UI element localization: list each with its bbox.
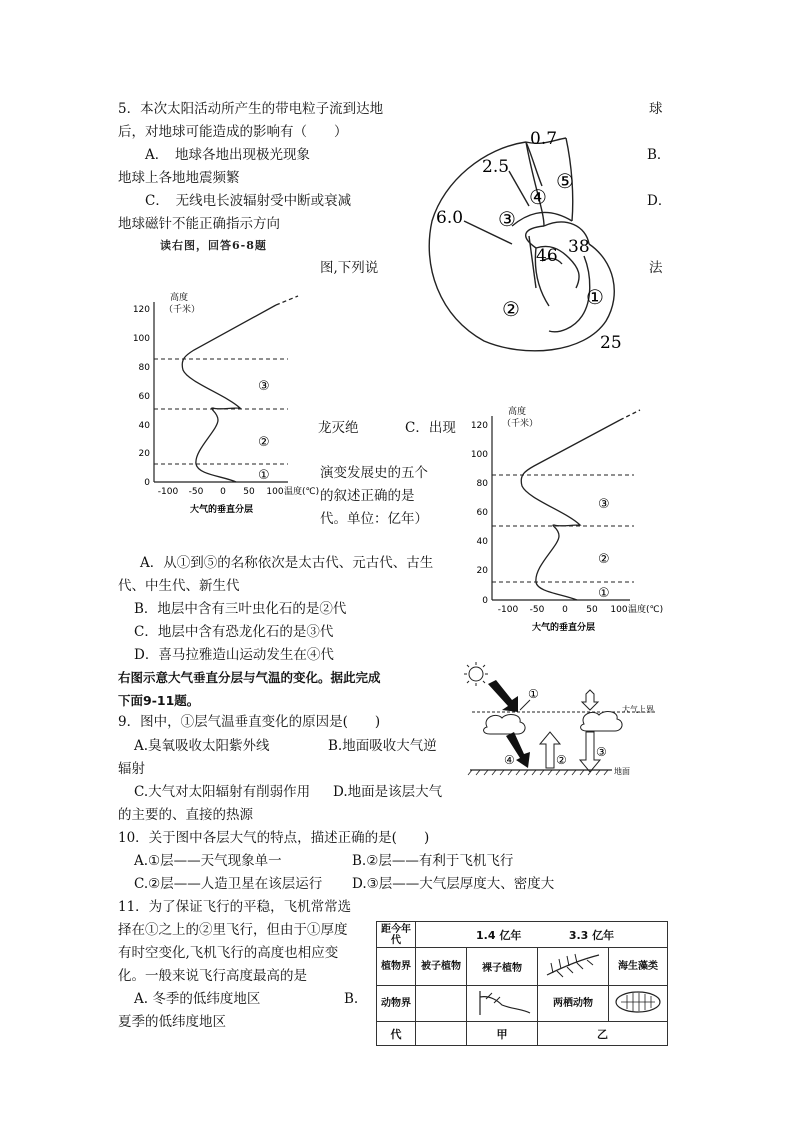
- layer-label-1: ①: [598, 586, 610, 601]
- chart-xlabel: 温度(℃): [284, 487, 320, 497]
- xtick-0: 0: [562, 605, 568, 615]
- top-of-atmosphere-label: 大气上界: [622, 705, 654, 714]
- label-3: ③: [596, 745, 607, 759]
- q5-stem-line1: [118, 99, 383, 119]
- header-age-label: 距今年代: [377, 922, 416, 948]
- q5-option-b-head: B．: [647, 147, 671, 163]
- fern-cell: [538, 948, 609, 986]
- era-label-4: ④: [529, 185, 547, 209]
- xtick-50: 50: [586, 605, 598, 615]
- q5-stem-line2: 后，对地球可能造成的影响有（ ）: [118, 124, 348, 140]
- q9-option-d-cont: 的主要的、直接的热源: [118, 807, 253, 823]
- q9-stem: 9．图中，①层气温垂直变化的原因是( ): [118, 714, 381, 730]
- label-1: ①: [528, 687, 539, 701]
- animal-kingdom-label: 动物界: [377, 986, 416, 1022]
- ytick-80: 80: [138, 363, 150, 373]
- q10-option-a: A.①层——天气现象单一: [134, 853, 282, 869]
- chart-xlabel: 温度(℃): [628, 605, 664, 615]
- q10-option-b: B.②层——有利于飞机飞行: [352, 853, 514, 869]
- era-empty-cell: [416, 1022, 467, 1046]
- fragment-unit: 代。单位：亿年）: [320, 511, 428, 527]
- atmosphere-chart-right: [462, 404, 672, 634]
- q11-option-b-head: B.: [344, 991, 359, 1007]
- q8-option-d: D．喜马拉雅造山运动发生在④代: [134, 647, 334, 663]
- ytick-0: 0: [482, 596, 488, 606]
- q9-option-b: B.地面吸收大气逆: [328, 738, 437, 754]
- chart-ylabel: 高度: [508, 407, 527, 417]
- animal-empty-cell: [416, 986, 467, 1022]
- layer-label-2: ②: [598, 552, 610, 567]
- fragment-option-c: C．出现: [405, 420, 456, 436]
- q9-option-b-cont: 辐射: [118, 761, 145, 777]
- xtick-neg100: -100: [157, 487, 179, 497]
- age-label-0-7: 0.7: [530, 129, 558, 149]
- q5-stem: 5．本次太阳活动所产生的带电粒子流到达地: [118, 101, 384, 117]
- chart-ylabel: 高度: [170, 293, 189, 303]
- q11-option-a: A. 冬季的低纬度地区: [134, 991, 261, 1007]
- ytick-0: 0: [144, 478, 150, 488]
- fragment-evolve: 演变发展史的五个: [320, 465, 428, 481]
- fragment-correct: 的叙述正确的是: [320, 488, 415, 504]
- xtick-0: 0: [220, 487, 226, 497]
- ytick-60: 60: [138, 392, 150, 402]
- ytick-120: 120: [470, 421, 488, 431]
- q9-option-c: C.大气对太阳辐射有削弱作用: [134, 784, 311, 800]
- layer-label-2: ②: [258, 435, 270, 450]
- xtick-neg50: -50: [529, 605, 545, 615]
- layer-label-1: ①: [258, 468, 270, 483]
- q5-stem-tail: 球: [649, 101, 663, 117]
- label-2: ②: [556, 753, 567, 767]
- q5-option-d-head: D．: [647, 193, 672, 209]
- label-4: ④: [504, 753, 515, 767]
- age-label-38: 38: [568, 237, 590, 257]
- ytick-100: 100: [132, 334, 150, 344]
- xtick-neg50: -50: [188, 487, 204, 497]
- xtick-100: 100: [266, 487, 284, 497]
- q5-option-a: A． 地球各地出现极光现象: [145, 147, 310, 163]
- gymnosperm-cell: 裸子植物: [467, 948, 538, 986]
- reptile-cell: [467, 986, 538, 1022]
- era-label-3: ③: [498, 207, 516, 231]
- atmosphere-heating-diagram: [462, 662, 672, 782]
- ytick-20: 20: [476, 566, 488, 576]
- chart-caption: 大气的垂直分层: [190, 505, 254, 515]
- era-label: 代: [377, 1022, 416, 1046]
- atmosphere-chart-left: [128, 290, 328, 515]
- layer-label-3: ③: [258, 379, 270, 394]
- plant-kingdom-label: 植物界: [377, 948, 416, 986]
- q5-option-b-body: 地球上各地地震频繁: [118, 170, 240, 186]
- q11-stem-line2: 择在①之上的②里飞行，但由于①厚度: [118, 922, 348, 938]
- ytick-40: 40: [138, 421, 150, 431]
- era-label-5: ⑤: [556, 169, 574, 193]
- age-label-6-0: 6.0: [436, 208, 464, 228]
- marine-algae-cell: 海生藻类: [609, 948, 668, 986]
- q11-stem-line1: 11．为了保证飞行的平稳，飞机常常选: [118, 899, 352, 915]
- q10-option-c: C.②层——人造卫星在该层运行: [134, 876, 323, 892]
- angiosperm-cell: 被子植物: [416, 948, 467, 986]
- q10-stem: 10．关于图中各层大气的特点，描述正确的是( ): [118, 830, 430, 846]
- q5-option-d-body: 地球磁针不能正确指示方向: [118, 216, 280, 232]
- dinosaur-icon: [472, 987, 532, 1017]
- q8-option-b: B．地层中含有三叶虫化石的是②代: [134, 601, 347, 617]
- q9-option-d: D.地面是该层大气: [333, 784, 443, 800]
- age-label-2-5: 2.5: [482, 157, 510, 177]
- xtick-50: 50: [243, 487, 255, 497]
- era-label-2: ②: [502, 297, 520, 321]
- q8-option-a-line1: A．从①到⑤的名称依次是太古代、元古代、古生: [140, 555, 434, 571]
- evolution-table: [376, 921, 668, 1046]
- chart-yunit: （千米）: [502, 419, 539, 429]
- xtick-neg100: -100: [497, 605, 519, 615]
- age-3-3: 3.3 亿年: [568, 928, 615, 942]
- era-jia: 甲: [467, 1022, 538, 1046]
- ground-label: 地面: [614, 767, 630, 776]
- q5-option-c: C． 无线电长波辐射受中断或衰减: [145, 193, 352, 209]
- q6-fragment-right: 法: [649, 260, 663, 276]
- cutoff-heading: 读右图，回答6-8题: [160, 239, 267, 252]
- xtick-100: 100: [610, 605, 628, 615]
- q8-option-c: C．地层中含有恐龙化石的是③代: [134, 624, 334, 640]
- fish-cell: [609, 986, 668, 1022]
- trilobite-icon: [611, 989, 665, 1015]
- age-1-4: 1.4 亿年: [476, 928, 522, 942]
- intro-9-11-line2: 下面9-11题。: [118, 693, 200, 708]
- q11-option-b-body: 夏季的低纬度地区: [118, 1014, 226, 1030]
- geologic-spiral-diagram: [424, 126, 634, 358]
- q9-option-a: A.臭氧吸收太阳紫外线: [134, 738, 270, 754]
- q11-stem-line3: 有时空变化,飞机飞行的高度也相应变: [118, 945, 339, 961]
- age-label-25: 25: [600, 333, 622, 353]
- ytick-80: 80: [476, 479, 488, 489]
- q8-option-a-line2: 代、中生代、新生代: [118, 578, 240, 594]
- era-label-1: ①: [586, 285, 604, 309]
- fern-icon: [543, 951, 603, 979]
- sun-icon: [464, 662, 488, 686]
- ytick-120: 120: [132, 305, 150, 315]
- header-ages: [416, 922, 668, 948]
- era-yi: 乙: [538, 1022, 668, 1046]
- chart-caption: 大气的垂直分层: [532, 623, 596, 633]
- layer-label-3: ③: [598, 497, 610, 512]
- age-label-46: 46: [536, 246, 558, 266]
- amphibian-cell: 两栖动物: [538, 986, 609, 1022]
- ytick-20: 20: [138, 449, 150, 459]
- ytick-100: 100: [470, 450, 488, 460]
- ytick-40: 40: [476, 537, 488, 547]
- chart-yunit: （千米）: [164, 305, 201, 315]
- q10-option-d: D.③层——大气层厚度大、密度大: [352, 876, 555, 892]
- ytick-60: 60: [476, 508, 488, 518]
- q11-stem-line4: 化。一般来说飞行高度最高的是: [118, 968, 307, 984]
- q6-fragment-left: 图,下列说: [320, 260, 379, 276]
- fragment-extinct: 龙灭绝: [318, 420, 359, 436]
- intro-9-11-line1: 右图示意大气垂直分层与气温的变化。据此完成: [118, 670, 381, 685]
